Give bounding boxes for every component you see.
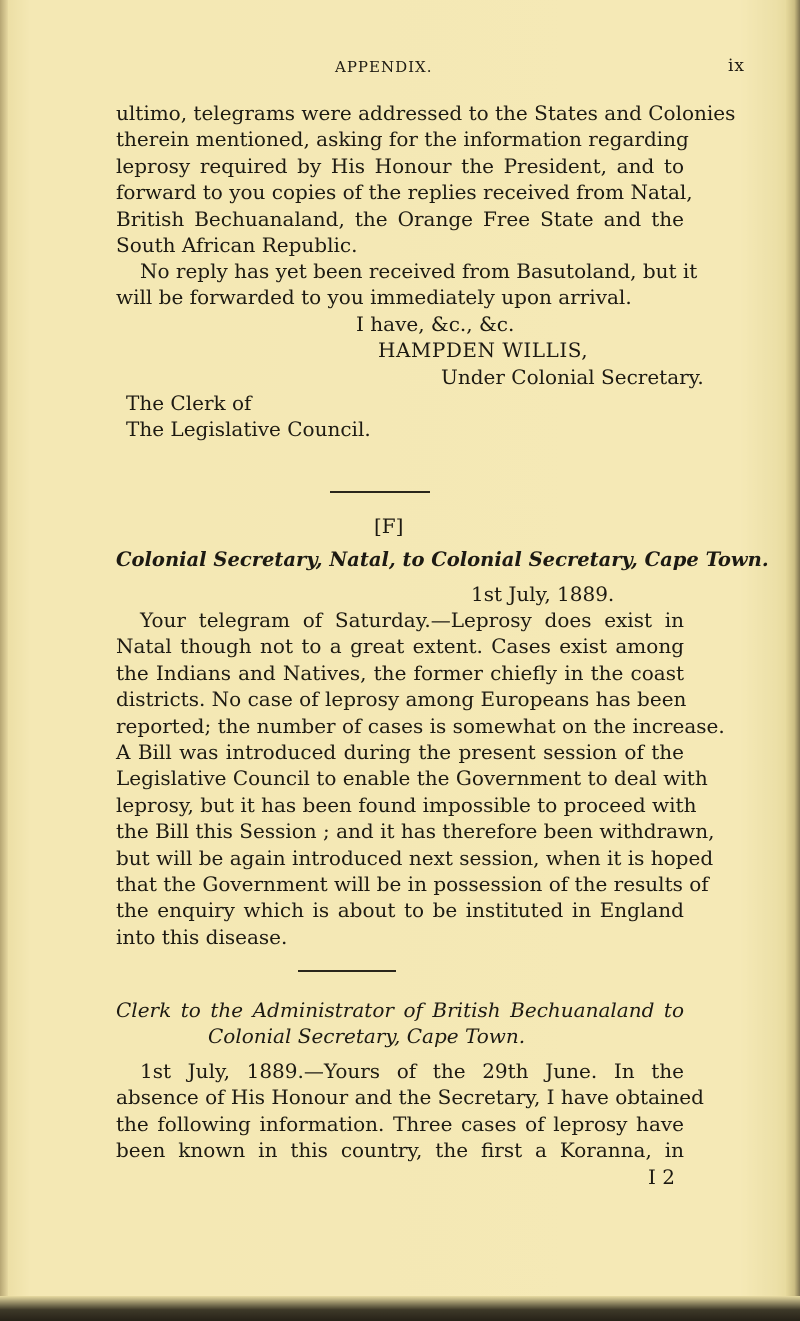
text-line: South African Republic.	[116, 233, 358, 258]
section-g-body	[116, 1058, 704, 1164]
text-line: the Bill this Session ; and it has therefore been withdrawn,	[116, 819, 715, 844]
text-line: been known in this country, the first a Koranna, in	[116, 1138, 684, 1163]
addressee-line-2: The Legislative Council.	[126, 417, 371, 441]
signature-mark: I 2	[648, 1165, 675, 1189]
text-line: the enquiry which is about to be instituted in England	[116, 898, 684, 923]
text-line: into this disease.	[116, 924, 288, 949]
section-divider	[330, 491, 430, 493]
text-line: will be forwarded to you immediately upon arrival.	[116, 285, 632, 310]
section-f-date: 1st July, 1889.	[471, 582, 615, 606]
section-divider	[298, 970, 396, 972]
text-line: ultimo, telegrams were addressed to the States and Colonies	[116, 101, 736, 125]
text-line: No reply has yet been received from Basutoland, but it	[140, 259, 698, 283]
page-bottom-shadow	[0, 1296, 800, 1321]
text-line: Natal though not to a great extent. Cases exist among	[116, 634, 684, 659]
section-f-heading: Colonial Secretary, Natal, to Colonial Secretary, Cape Town.	[116, 548, 769, 571]
section-e-paragraph-2	[116, 258, 698, 311]
text-line: the following information. Three cases of leprosy have	[116, 1111, 684, 1136]
text-line: Your telegram of Saturday.—Leprosy does exist in	[140, 608, 684, 632]
text-line: the Indians and Natives, the former chiefly in the coast	[116, 660, 684, 685]
text-line: reported; the number of cases is somewhat on the increase.	[116, 713, 725, 738]
page-edge	[786, 0, 800, 1321]
text-line: leprosy, but it has been found impossible to proceed with	[116, 792, 697, 817]
text-line: forward to you copies of the replies received from Natal,	[116, 180, 693, 205]
text-line: British Bechuanaland, the Orange Free State and the	[116, 206, 684, 231]
text-line: 1st July, 1889.—Yours of the 29th June. In the	[140, 1059, 684, 1083]
text-line: therein mentioned, asking for the information regarding	[116, 127, 689, 152]
section-g-heading-line-2: Colonial Secretary, Cape Town.	[208, 1024, 526, 1048]
signature-name: HAMPDEN WILLIS,	[378, 338, 589, 362]
text-line: A Bill was introduced during the present session of the	[116, 740, 684, 765]
page-number: ix	[727, 56, 745, 76]
text-line: leprosy required by His Honour the President, and to	[116, 153, 684, 178]
section-label-f: [F]	[374, 514, 404, 538]
text-line: Legislative Council to enable the Government to deal with	[116, 766, 708, 791]
text-line: that the Government will be in possession of the results of	[116, 872, 709, 897]
section-f-body	[116, 607, 725, 950]
closing-formula: I have, &c., &c.	[356, 312, 515, 336]
text-line: absence of His Honour and the Secretary, I have obtained	[116, 1085, 704, 1110]
addressee-line-1: The Clerk of	[126, 391, 252, 415]
section-e-paragraph-1	[116, 100, 736, 258]
text-line: districts. No case of leprosy among Europeans has been	[116, 687, 687, 712]
running-title: APPENDIX.	[335, 58, 433, 76]
section-g-heading-line-1: Clerk to the Administrator of British Bechuanaland to	[116, 998, 684, 1022]
page-gutter	[0, 0, 8, 1321]
text-line: but will be again introduced next session, when it is hoped	[116, 845, 714, 870]
signature-title: Under Colonial Secretary.	[441, 365, 704, 389]
